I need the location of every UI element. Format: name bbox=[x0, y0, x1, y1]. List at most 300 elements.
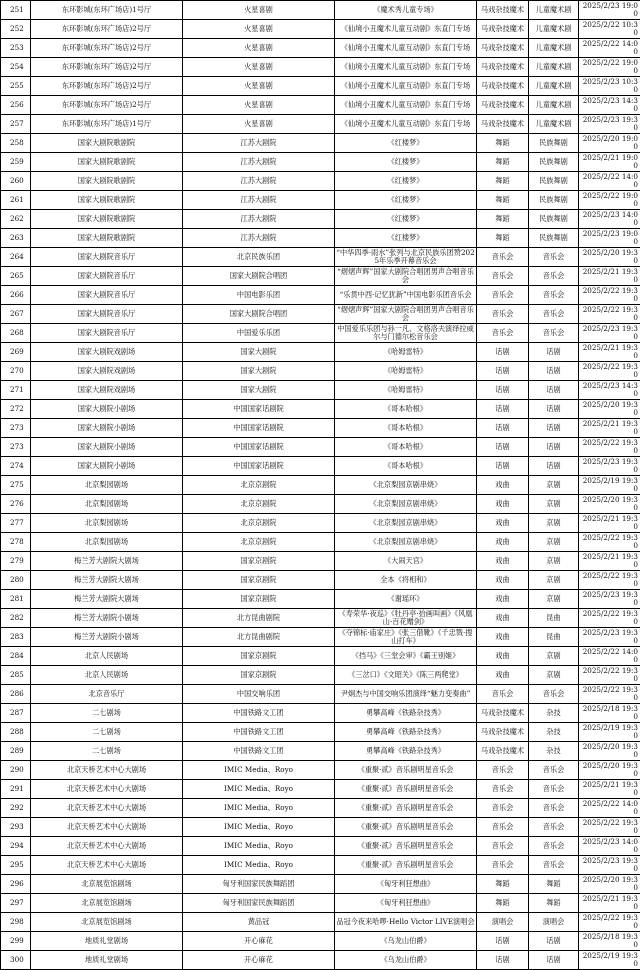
show-title-cell: 《哥本哈根》 bbox=[335, 400, 477, 419]
category-cell: 马戏杂技魔术 bbox=[477, 1, 529, 20]
category-cell: 音乐会 bbox=[477, 856, 529, 875]
row-number-cell: 272 bbox=[1, 400, 31, 419]
show-title-cell: “乐贯中西·记忆犹新”中国电影乐团音乐会 bbox=[335, 286, 477, 305]
show-title-cell: 《重聚·贰》音乐剧明星音乐会 bbox=[335, 799, 477, 818]
row-number-cell: 273 bbox=[1, 419, 31, 438]
category-cell: 舞蹈 bbox=[477, 153, 529, 172]
venue-cell: 国家大剧院音乐厅 bbox=[31, 248, 183, 267]
show-title-cell: 全本《将相和》 bbox=[335, 571, 477, 590]
row-number-cell: 265 bbox=[1, 267, 31, 286]
venue-cell: 东环影城(东环广场店)2号厅 bbox=[31, 96, 183, 115]
show-time-cell: 2025/2/23 19:30 bbox=[579, 856, 640, 875]
genre-cell: 话剧 bbox=[529, 419, 579, 438]
genre-cell: 京剧 bbox=[529, 514, 579, 533]
row-number-cell: 288 bbox=[1, 723, 31, 742]
show-title-cell: 《匈牙利狂想曲》 bbox=[335, 875, 477, 894]
row-number-cell: 252 bbox=[1, 20, 31, 39]
venue-cell: 国家大剧院小剧场 bbox=[31, 400, 183, 419]
table-row bbox=[1, 704, 640, 723]
row-number-cell: 300 bbox=[1, 951, 31, 970]
show-title-cell: 《红楼梦》 bbox=[335, 210, 477, 229]
organizer-cell: 匈牙利国家民族舞蹈团 bbox=[183, 894, 335, 913]
organizer-cell: 中国爱乐乐团 bbox=[183, 324, 335, 343]
organizer-cell: 开心麻花 bbox=[183, 951, 335, 970]
table-row bbox=[1, 419, 640, 438]
category-cell: 舞蹈 bbox=[477, 210, 529, 229]
category-cell: 演唱会 bbox=[477, 913, 529, 932]
organizer-cell: 江苏大剧院 bbox=[183, 210, 335, 229]
show-title-cell: 《北京梨园京剧串烧》 bbox=[335, 514, 477, 533]
genre-cell: 京剧 bbox=[529, 533, 579, 552]
row-number-cell: 273 bbox=[1, 438, 31, 457]
row-number-cell: 282 bbox=[1, 609, 31, 628]
venue-cell: 北京梨园剧场 bbox=[31, 533, 183, 552]
row-number-cell: 295 bbox=[1, 856, 31, 875]
table-row bbox=[1, 932, 640, 951]
row-number-cell: 256 bbox=[1, 96, 31, 115]
table-row bbox=[1, 381, 640, 400]
venue-cell: 二七剧场 bbox=[31, 723, 183, 742]
genre-cell: 儿童魔术剧 bbox=[529, 20, 579, 39]
row-number-cell: 293 bbox=[1, 818, 31, 837]
show-time-cell: 2025/2/23 19:30 bbox=[579, 457, 640, 476]
category-cell: 戏曲 bbox=[477, 476, 529, 495]
show-time-cell: 2025/2/21 19:00 bbox=[579, 153, 640, 172]
genre-cell: 话剧 bbox=[529, 457, 579, 476]
venue-cell: 北京天桥艺术中心大剧场 bbox=[31, 837, 183, 856]
table-row bbox=[1, 39, 640, 58]
show-time-cell: 2025/2/18 19:30 bbox=[579, 704, 640, 723]
category-cell: 音乐会 bbox=[477, 818, 529, 837]
show-time-cell: 2025/2/22 19:30 bbox=[579, 305, 640, 324]
organizer-cell: IMIC Media、Royo bbox=[183, 856, 335, 875]
show-title-cell: 《寿荣华·夜巡》《牡丹亭·拾画叫画》《风凰山·百花赠剑》 bbox=[335, 609, 477, 628]
show-title-cell: 《三岔口》《文昭关》《陈三两爬堂》 bbox=[335, 666, 477, 685]
show-title-cell: 中国爱乐乐团与孙一凡、文格洛夫演绎拉威尔与门德尔松音乐会 bbox=[335, 324, 477, 343]
show-time-cell: 2025/2/22 19:30 bbox=[579, 818, 640, 837]
venue-cell: 国家大剧院歌剧院 bbox=[31, 210, 183, 229]
genre-cell: 音乐会 bbox=[529, 761, 579, 780]
show-time-cell: 2025/2/22 19:30 bbox=[579, 438, 640, 457]
table-row bbox=[1, 913, 640, 932]
venue-cell: 北京天桥艺术中心大剧场 bbox=[31, 856, 183, 875]
row-number-cell: 292 bbox=[1, 799, 31, 818]
row-number-cell: 251 bbox=[1, 1, 31, 20]
table-row bbox=[1, 267, 640, 286]
organizer-cell: 中国铁路文工团 bbox=[183, 723, 335, 742]
show-title-cell: 《乌龙山伯爵》 bbox=[335, 932, 477, 951]
category-cell: 话剧 bbox=[477, 400, 529, 419]
show-title-cell: 《重聚·贰》音乐剧明星音乐会 bbox=[335, 761, 477, 780]
genre-cell: 民族舞剧 bbox=[529, 229, 579, 248]
show-title-cell: 《红楼梦》 bbox=[335, 153, 477, 172]
organizer-cell: 火星喜剧 bbox=[183, 77, 335, 96]
organizer-cell: 北京京剧院 bbox=[183, 495, 335, 514]
table-row bbox=[1, 837, 640, 856]
table-row bbox=[1, 248, 640, 267]
row-number-cell: 269 bbox=[1, 343, 31, 362]
organizer-cell: 中国国家话剧院 bbox=[183, 438, 335, 457]
show-time-cell: 2025/2/22 14:00 bbox=[579, 647, 640, 666]
show-title-cell: 《哈姆雷特》 bbox=[335, 381, 477, 400]
venue-cell: 梅兰芳大剧院小剧场 bbox=[31, 628, 183, 647]
row-number-cell: 255 bbox=[1, 77, 31, 96]
genre-cell: 话剧 bbox=[529, 362, 579, 381]
category-cell: 话剧 bbox=[477, 419, 529, 438]
venue-cell: 北京展览馆剧场 bbox=[31, 894, 183, 913]
category-cell: 音乐会 bbox=[477, 837, 529, 856]
table-row bbox=[1, 115, 640, 134]
show-title-cell: 《红楼梦》 bbox=[335, 191, 477, 210]
show-title-cell: 《北京梨园京剧串烧》 bbox=[335, 533, 477, 552]
organizer-cell: 火星喜剧 bbox=[183, 1, 335, 20]
category-cell: 话剧 bbox=[477, 951, 529, 970]
table-row bbox=[1, 229, 640, 248]
category-cell: 音乐会 bbox=[477, 799, 529, 818]
organizer-cell: 国家京剧院 bbox=[183, 590, 335, 609]
category-cell: 音乐会 bbox=[477, 286, 529, 305]
category-cell: 戏曲 bbox=[477, 495, 529, 514]
table-row bbox=[1, 590, 640, 609]
table-row bbox=[1, 210, 640, 229]
row-number-cell: 291 bbox=[1, 780, 31, 799]
row-number-cell: 271 bbox=[1, 381, 31, 400]
genre-cell: 儿童魔术剧 bbox=[529, 96, 579, 115]
genre-cell: 民族舞剧 bbox=[529, 153, 579, 172]
venue-cell: 国家大剧院歌剧院 bbox=[31, 153, 183, 172]
show-title-cell: 《仙境小丑魔术儿童互动剧》东直门专场 bbox=[335, 20, 477, 39]
category-cell: 马戏杂技魔术 bbox=[477, 39, 529, 58]
show-time-cell: 2025/2/22 19:30 bbox=[579, 609, 640, 628]
organizer-cell: 匈牙利国家民族舞蹈团 bbox=[183, 875, 335, 894]
organizer-cell: 江苏大剧院 bbox=[183, 153, 335, 172]
genre-cell: 儿童魔术剧 bbox=[529, 77, 579, 96]
venue-cell: 北京天桥艺术中心大剧场 bbox=[31, 761, 183, 780]
organizer-cell: 火星喜剧 bbox=[183, 115, 335, 134]
show-title-cell: 《北京梨园京剧串烧》 bbox=[335, 495, 477, 514]
show-title-cell: 《魔术秀儿童专场》 bbox=[335, 1, 477, 20]
organizer-cell: IMIC Media、Royo bbox=[183, 780, 335, 799]
show-time-cell: 2025/2/20 19:30 bbox=[579, 761, 640, 780]
show-time-cell: 2025/2/23 19:30 bbox=[579, 115, 640, 134]
category-cell: 音乐会 bbox=[477, 780, 529, 799]
category-cell: 话剧 bbox=[477, 457, 529, 476]
show-time-cell: 2025/2/20 19:30 bbox=[579, 400, 640, 419]
table-row bbox=[1, 818, 640, 837]
show-time-cell: 2025/2/22 14:00 bbox=[579, 39, 640, 58]
venue-cell: 梅兰芳大剧院大剧场 bbox=[31, 590, 183, 609]
table-row bbox=[1, 761, 640, 780]
category-cell: 舞蹈 bbox=[477, 191, 529, 210]
genre-cell: 民族舞剧 bbox=[529, 191, 579, 210]
table-row bbox=[1, 533, 640, 552]
row-number-cell: 283 bbox=[1, 628, 31, 647]
venue-cell: 国家大剧院歌剧院 bbox=[31, 191, 183, 210]
show-title-cell: 勇攀高峰《铁路杂技秀》 bbox=[335, 723, 477, 742]
show-title-cell: 《哈姆雷特》 bbox=[335, 343, 477, 362]
venue-cell: 北京人民剧场 bbox=[31, 666, 183, 685]
genre-cell: 音乐会 bbox=[529, 324, 579, 343]
table-row bbox=[1, 685, 640, 704]
row-number-cell: 270 bbox=[1, 362, 31, 381]
venue-cell: 北京梨园剧场 bbox=[31, 476, 183, 495]
table-row bbox=[1, 609, 640, 628]
table-row bbox=[1, 1, 640, 20]
genre-cell: 民族舞剧 bbox=[529, 210, 579, 229]
table-row bbox=[1, 476, 640, 495]
row-number-cell: 284 bbox=[1, 647, 31, 666]
table-row bbox=[1, 286, 640, 305]
show-title-cell: 《挡马》《三堂会审》《霸王别姬》 bbox=[335, 647, 477, 666]
venue-cell: 东环影城(东环广场店)2号厅 bbox=[31, 58, 183, 77]
show-title-cell: 《哈姆雷特》 bbox=[335, 362, 477, 381]
organizer-cell: 国家京剧院 bbox=[183, 666, 335, 685]
show-title-cell: 《仙境小丑魔术儿童互动剧》东直门专场 bbox=[335, 77, 477, 96]
row-number-cell: 274 bbox=[1, 457, 31, 476]
venue-cell: 国家大剧院歌剧院 bbox=[31, 229, 183, 248]
row-number-cell: 281 bbox=[1, 590, 31, 609]
table-row bbox=[1, 362, 640, 381]
genre-cell: 儿童魔术剧 bbox=[529, 39, 579, 58]
venue-cell: 国家大剧院戏剧场 bbox=[31, 362, 183, 381]
show-title-cell: 《谢瑶环》 bbox=[335, 590, 477, 609]
table-row bbox=[1, 324, 640, 343]
show-title-cell: “中华四季·雨水”张列与北京民族乐团赞2025年乐季开幕音乐会 bbox=[335, 248, 477, 267]
show-time-cell: 2025/2/22 19:00 bbox=[579, 58, 640, 77]
category-cell: 音乐会 bbox=[477, 761, 529, 780]
genre-cell: 昆曲 bbox=[529, 609, 579, 628]
table-row bbox=[1, 58, 640, 77]
venue-cell: 东环影城(东环广场店)2号厅 bbox=[31, 77, 183, 96]
show-time-cell: 2025/2/21 19:30 bbox=[579, 780, 640, 799]
genre-cell: 音乐会 bbox=[529, 780, 579, 799]
category-cell: 舞蹈 bbox=[477, 875, 529, 894]
row-number-cell: 279 bbox=[1, 552, 31, 571]
show-title-cell: 勇攀高峰《铁路杂技秀》 bbox=[335, 704, 477, 723]
genre-cell: 演唱会 bbox=[529, 913, 579, 932]
venue-cell: 国家大剧院音乐厅 bbox=[31, 286, 183, 305]
genre-cell: 音乐会 bbox=[529, 286, 579, 305]
organizer-cell: 北方昆曲剧院 bbox=[183, 609, 335, 628]
show-time-cell: 2025/2/22 19:30 bbox=[579, 666, 640, 685]
show-title-cell: 勇攀高峰《铁路杂技秀》 bbox=[335, 742, 477, 761]
show-time-cell: 2025/2/20 19:30 bbox=[579, 742, 640, 761]
show-title-cell: 《哥本哈根》 bbox=[335, 438, 477, 457]
organizer-cell: 国家大剧院 bbox=[183, 362, 335, 381]
venue-cell: 北京天桥艺术中心大剧场 bbox=[31, 799, 183, 818]
genre-cell: 音乐会 bbox=[529, 799, 579, 818]
venue-cell: 地质礼堂剧场 bbox=[31, 951, 183, 970]
row-number-cell: 294 bbox=[1, 837, 31, 856]
row-number-cell: 266 bbox=[1, 286, 31, 305]
category-cell: 戏曲 bbox=[477, 552, 529, 571]
row-number-cell: 263 bbox=[1, 229, 31, 248]
venue-cell: 地质礼堂剧场 bbox=[31, 932, 183, 951]
venue-cell: 国家大剧院音乐厅 bbox=[31, 267, 183, 286]
venue-cell: 北京天桥艺术中心大剧场 bbox=[31, 780, 183, 799]
category-cell: 马戏杂技魔术 bbox=[477, 742, 529, 761]
show-time-cell: 2025/2/23 14:00 bbox=[579, 210, 640, 229]
genre-cell: 儿童魔术剧 bbox=[529, 115, 579, 134]
organizer-cell: 中国国家话剧院 bbox=[183, 400, 335, 419]
category-cell: 戏曲 bbox=[477, 533, 529, 552]
show-title-cell: 《乌龙山伯爵》 bbox=[335, 951, 477, 970]
table-row bbox=[1, 951, 640, 970]
row-number-cell: 289 bbox=[1, 742, 31, 761]
organizer-cell: 国家京剧院 bbox=[183, 571, 335, 590]
organizer-cell: 中国电影乐团 bbox=[183, 286, 335, 305]
category-cell: 马戏杂技魔术 bbox=[477, 20, 529, 39]
show-title-cell: 《重聚·贰》音乐剧明星音乐会 bbox=[335, 780, 477, 799]
show-title-cell: 《重聚·贰》音乐剧明星音乐会 bbox=[335, 818, 477, 837]
show-title-cell: 《哥本哈根》 bbox=[335, 419, 477, 438]
show-title-cell: 《哥本哈根》 bbox=[335, 457, 477, 476]
genre-cell: 儿童魔术剧 bbox=[529, 58, 579, 77]
genre-cell: 音乐会 bbox=[529, 856, 579, 875]
show-title-cell: 《北京梨园京剧串烧》 bbox=[335, 476, 477, 495]
organizer-cell: 北京京剧院 bbox=[183, 476, 335, 495]
genre-cell: 京剧 bbox=[529, 590, 579, 609]
show-time-cell: 2025/2/22 19:30 bbox=[579, 685, 640, 704]
show-time-cell: 2025/2/23 14:00 bbox=[579, 837, 640, 856]
genre-cell: 音乐会 bbox=[529, 685, 579, 704]
category-cell: 戏曲 bbox=[477, 628, 529, 647]
organizer-cell: 北方昆曲剧院 bbox=[183, 628, 335, 647]
category-cell: 马戏杂技魔术 bbox=[477, 77, 529, 96]
show-time-cell: 2025/2/22 19:30 bbox=[579, 362, 640, 381]
category-cell: 戏曲 bbox=[477, 571, 529, 590]
show-title-cell: 《仙境小丑魔术儿童互动剧》东直门专场 bbox=[335, 58, 477, 77]
genre-cell: 京剧 bbox=[529, 476, 579, 495]
show-time-cell: 2025/2/23 10:30 bbox=[579, 77, 640, 96]
table-row bbox=[1, 77, 640, 96]
category-cell: 话剧 bbox=[477, 438, 529, 457]
show-title-cell: 《红楼梦》 bbox=[335, 229, 477, 248]
category-cell: 戏曲 bbox=[477, 514, 529, 533]
venue-cell: 北京天桥艺术中心大剧场 bbox=[31, 818, 183, 837]
category-cell: 马戏杂技魔术 bbox=[477, 96, 529, 115]
genre-cell: 话剧 bbox=[529, 438, 579, 457]
organizer-cell: IMIC Media、Royo bbox=[183, 761, 335, 780]
show-time-cell: 2025/2/21 19:30 bbox=[579, 343, 640, 362]
genre-cell: 京剧 bbox=[529, 571, 579, 590]
row-number-cell: 275 bbox=[1, 476, 31, 495]
show-time-cell: 2025/2/23 19:30 bbox=[579, 590, 640, 609]
genre-cell: 杂技 bbox=[529, 704, 579, 723]
organizer-cell: 国家大剧院 bbox=[183, 381, 335, 400]
table-row bbox=[1, 628, 640, 647]
show-title-cell: 《仙境小丑魔术儿童互动剧》东直门专场 bbox=[335, 39, 477, 58]
show-time-cell: 2025/2/22 19:30 bbox=[579, 913, 640, 932]
row-number-cell: 299 bbox=[1, 932, 31, 951]
table-row bbox=[1, 723, 640, 742]
genre-cell: 昆曲 bbox=[529, 628, 579, 647]
show-time-cell: 2025/2/21 19:30 bbox=[579, 419, 640, 438]
organizer-cell: 火星喜剧 bbox=[183, 96, 335, 115]
category-cell: 话剧 bbox=[477, 381, 529, 400]
organizer-cell: 中国国家话剧院 bbox=[183, 419, 335, 438]
table-row bbox=[1, 894, 640, 913]
category-cell: 音乐会 bbox=[477, 248, 529, 267]
table-row bbox=[1, 552, 640, 571]
venue-cell: 北京梨园剧场 bbox=[31, 514, 183, 533]
show-time-cell: 2025/2/22 19:30 bbox=[579, 533, 640, 552]
show-time-cell: 2025/2/23 14:30 bbox=[579, 381, 640, 400]
venue-cell: 二七剧场 bbox=[31, 704, 183, 723]
show-title-cell: “熠熠声辉”国家大剧院合唱团男声合唱音乐会 bbox=[335, 305, 477, 324]
organizer-cell: 中国国家话剧院 bbox=[183, 457, 335, 476]
venue-cell: 东环影城(东环广场店)1号厅 bbox=[31, 115, 183, 134]
genre-cell: 音乐会 bbox=[529, 818, 579, 837]
table-row bbox=[1, 305, 640, 324]
genre-cell: 话剧 bbox=[529, 381, 579, 400]
venue-cell: 二七剧场 bbox=[31, 742, 183, 761]
genre-cell: 京剧 bbox=[529, 552, 579, 571]
table-row bbox=[1, 571, 640, 590]
row-number-cell: 267 bbox=[1, 305, 31, 324]
venue-cell: 国家大剧院歌剧院 bbox=[31, 172, 183, 191]
organizer-cell: 江苏大剧院 bbox=[183, 191, 335, 210]
venue-cell: 东环影城(东环广场店)2号厅 bbox=[31, 20, 183, 39]
row-number-cell: 276 bbox=[1, 495, 31, 514]
genre-cell: 音乐会 bbox=[529, 248, 579, 267]
row-number-cell: 260 bbox=[1, 172, 31, 191]
row-number-cell: 262 bbox=[1, 210, 31, 229]
show-title-cell: 《大闹天宫》 bbox=[335, 552, 477, 571]
organizer-cell: 国家大剧院 bbox=[183, 343, 335, 362]
venue-cell: 梅兰芳大剧院大剧场 bbox=[31, 571, 183, 590]
show-time-cell: 2025/2/23 19:30 bbox=[579, 628, 640, 647]
show-time-cell: 2025/2/20 19:30 bbox=[579, 248, 640, 267]
show-time-cell: 2025/2/21 19:30 bbox=[579, 552, 640, 571]
organizer-cell: 火星喜剧 bbox=[183, 58, 335, 77]
venue-cell: 国家大剧院歌剧院 bbox=[31, 134, 183, 153]
row-number-cell: 287 bbox=[1, 704, 31, 723]
show-time-cell: 2025/2/19 19:30 bbox=[579, 951, 640, 970]
organizer-cell: IMIC Media、Royo bbox=[183, 837, 335, 856]
venue-cell: 国家大剧院音乐厅 bbox=[31, 324, 183, 343]
row-number-cell: 253 bbox=[1, 39, 31, 58]
venue-cell: 东环影城(东环广场店)2号厅 bbox=[31, 39, 183, 58]
show-time-cell: 2025/2/23 19:00 bbox=[579, 1, 640, 20]
category-cell: 话剧 bbox=[477, 343, 529, 362]
show-time-cell: 2025/2/19 19:30 bbox=[579, 476, 640, 495]
organizer-cell: IMIC Media、Royo bbox=[183, 818, 335, 837]
venue-cell: 北京展览馆剧场 bbox=[31, 875, 183, 894]
genre-cell: 儿童魔术剧 bbox=[529, 1, 579, 20]
organizer-cell: 北京民族乐团 bbox=[183, 248, 335, 267]
show-time-cell: 2025/2/23 19:00 bbox=[579, 229, 640, 248]
organizer-cell: 中国铁路文工团 bbox=[183, 742, 335, 761]
organizer-cell: 火星喜剧 bbox=[183, 20, 335, 39]
venue-cell: 国家大剧院戏剧场 bbox=[31, 381, 183, 400]
show-title-cell: 《匈牙利狂想曲》 bbox=[335, 894, 477, 913]
row-number-cell: 264 bbox=[1, 248, 31, 267]
row-number-cell: 257 bbox=[1, 115, 31, 134]
show-time-cell: 2025/2/21 19:30 bbox=[579, 267, 640, 286]
genre-cell: 京剧 bbox=[529, 495, 579, 514]
table-row bbox=[1, 191, 640, 210]
table-row bbox=[1, 457, 640, 476]
genre-cell: 京剧 bbox=[529, 647, 579, 666]
venue-cell: 国家大剧院小剧场 bbox=[31, 457, 183, 476]
row-number-cell: 285 bbox=[1, 666, 31, 685]
row-number-cell: 259 bbox=[1, 153, 31, 172]
table-row bbox=[1, 343, 640, 362]
table-row bbox=[1, 647, 640, 666]
schedule-table-body bbox=[1, 1, 640, 970]
genre-cell: 京剧 bbox=[529, 666, 579, 685]
